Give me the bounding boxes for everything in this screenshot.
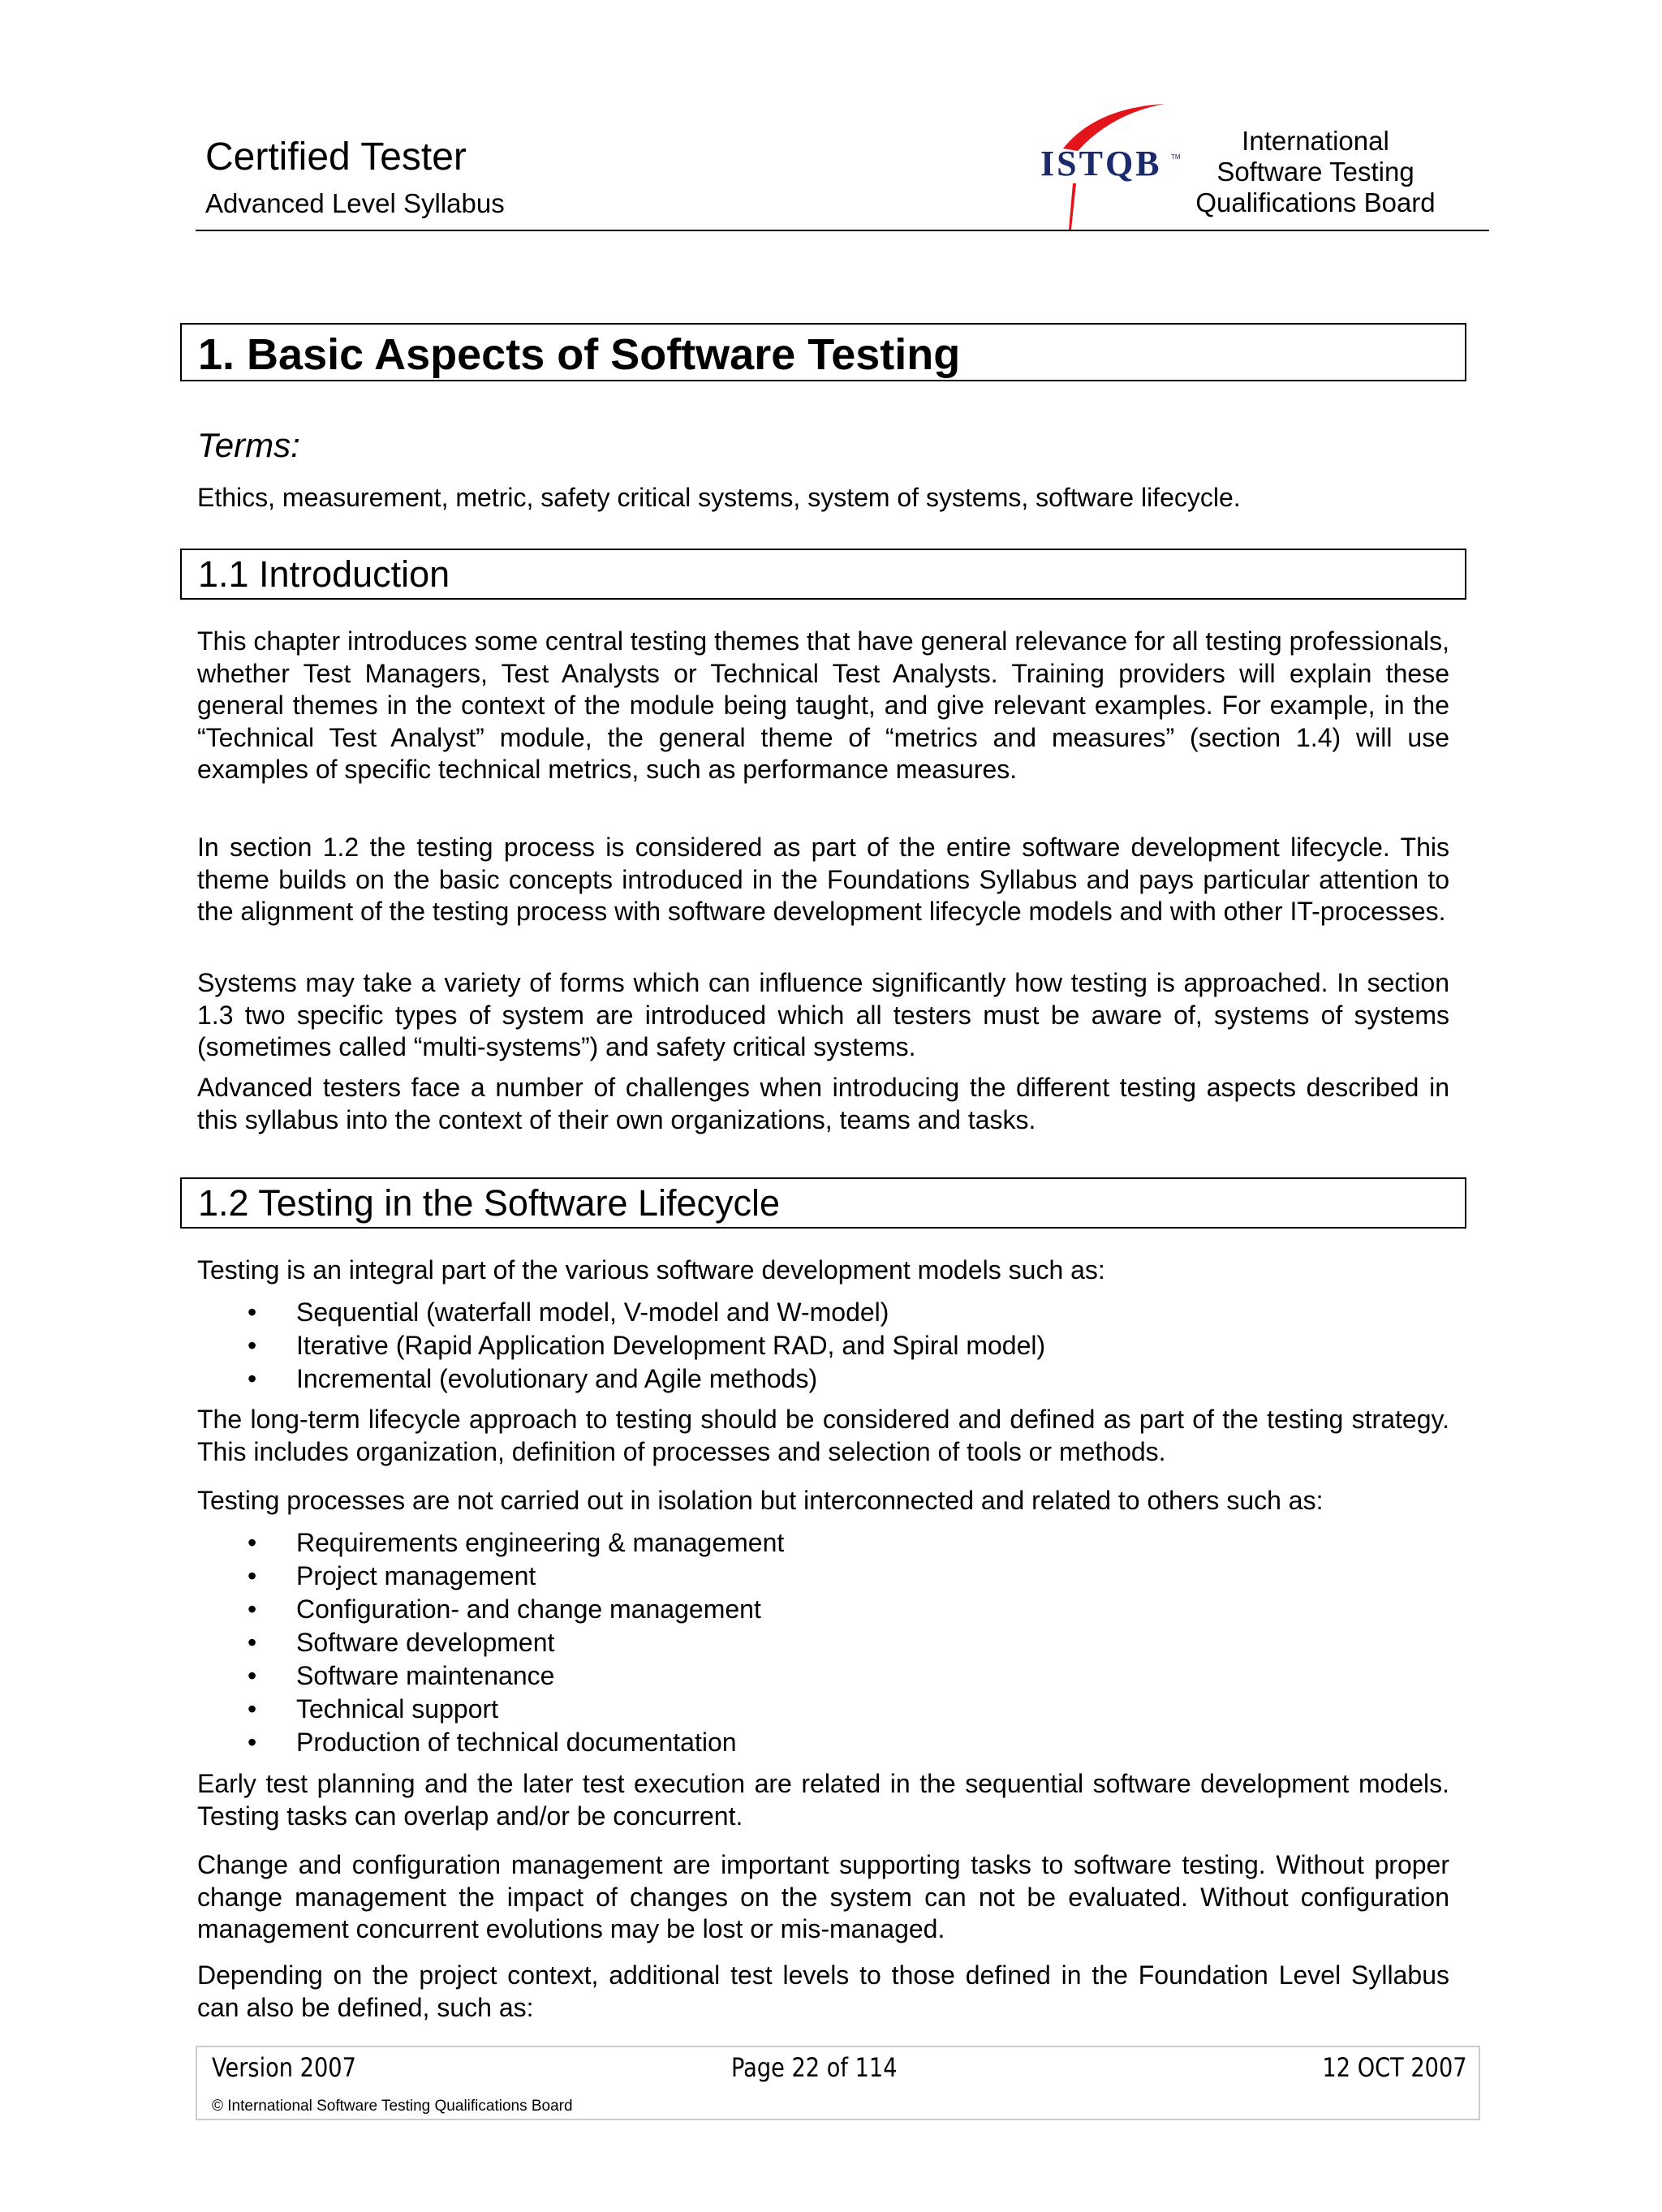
list-item	[197, 1560, 1449, 1593]
list-item-text: Project management	[296, 1561, 536, 1590]
paragraph: Testing processes are not carried out in isolation but interconnected and related to others such as:	[197, 1486, 1324, 1515]
list-item-text: Software development	[296, 1628, 555, 1657]
list-item-text: Production of technical documentation	[296, 1728, 737, 1757]
list-item-text: Iterative (Rapid Application Development RAD, and Spiral model)	[296, 1331, 1046, 1360]
paragraph: Early test planning and the later test execution are related in the sequential software development models. Testing tasks can overlap and/or be concurrent.	[197, 1769, 1449, 1831]
list-item	[197, 1693, 1449, 1726]
chapter-heading	[180, 323, 1466, 381]
terms-text: Ethics, measurement, metric, safety critical systems, system of systems, software lifecycle.	[197, 483, 1241, 512]
bullet-icon: •	[248, 1694, 257, 1724]
paragraph: The long-term lifecycle approach to testing should be considered and defined as part of the testing strategy. This includes organization, definition of processes and selection of tools or methods.	[197, 1405, 1449, 1466]
bullet-icon: •	[248, 1364, 257, 1393]
list-item	[197, 1362, 1449, 1396]
list-item	[197, 1726, 1449, 1759]
page-footer	[196, 2046, 1480, 2120]
list-item-text: Sequential (waterfall model, V-model and W-model)	[296, 1298, 889, 1327]
bullet-icon: •	[248, 1528, 257, 1557]
paragraph: Change and configuration management are important supporting tasks to software testing. Without proper change management the impact of changes on the system can not be evaluated. Without configuration management concurrent evolutions may be lost or mis-managed.	[197, 1850, 1449, 1943]
section-title: 1.2 Testing in the Software Lifecycle	[198, 1182, 781, 1224]
org-line: Software Testing	[1216, 157, 1414, 187]
footer-page-number: Page 22 of 114	[731, 2052, 898, 2083]
bullet-icon: •	[248, 1331, 257, 1360]
istqb-logo	[1031, 104, 1185, 230]
svg-text:TM: TM	[1171, 153, 1181, 161]
list-item-text: Requirements engineering & management	[296, 1528, 785, 1557]
footer-copyright: © International Software Testing Qualifications Board	[212, 2098, 573, 2115]
organization-name	[1177, 126, 1454, 218]
paragraph: In section 1.2 the testing process is considered as part of the entire software development lifecycle. This theme builds on the basic concepts introduced in the Foundations Syllabus and pays particular attention to the alignment of the testing process with software development lifecycle models and with other IT-processes.	[197, 833, 1449, 926]
bullet-icon: •	[248, 1561, 257, 1590]
document-subtitle: Advanced Level Syllabus	[205, 188, 505, 218]
section-title: 1.1 Introduction	[198, 553, 450, 595]
paragraph: This chapter introduces some central testing themes that have general relevance for all testing professionals, whether Test Managers, Test Analysts or Technical Test Analysts. Training providers will explain these general themes in the context of the module being taught, and give relevant examples. For example, in the “Technical Test Analyst” module, the general theme of “metrics and measures” (section 1.4) will use examples of specific technical metrics, such as performance measures.	[197, 626, 1449, 784]
bullet-icon: •	[248, 1298, 257, 1327]
list-item	[197, 1626, 1449, 1659]
list-item	[197, 1659, 1449, 1693]
chapter-title: 1. Basic Aspects of Software Testing	[198, 330, 961, 379]
paragraph: Depending on the project context, additional test levels to those defined in the Foundation Level Syllabus can also be defined, such as:	[197, 1960, 1449, 2022]
paragraph: Testing is an integral part of the various software development models such as:	[197, 1255, 1105, 1285]
list-item-text: Incremental (evolutionary and Agile methods)	[296, 1364, 818, 1393]
section-heading-intro	[180, 549, 1466, 600]
models-list	[197, 1296, 1449, 1396]
org-line: International	[1242, 126, 1389, 156]
org-line: Qualifications Board	[1195, 187, 1436, 217]
list-item	[197, 1296, 1449, 1329]
document-title: Certified Tester	[205, 136, 467, 179]
list-item-text: Technical support	[296, 1694, 499, 1724]
bullet-icon: •	[248, 1661, 257, 1690]
processes-list	[197, 1526, 1449, 1759]
bullet-icon: •	[248, 1728, 257, 1757]
list-item-text: Software maintenance	[296, 1661, 555, 1690]
bullet-icon: •	[248, 1628, 257, 1657]
bullet-icon: •	[248, 1594, 257, 1624]
terms-heading: Terms:	[197, 426, 300, 464]
list-item	[197, 1329, 1449, 1362]
footer-date: 12 OCT 2007	[1322, 2052, 1467, 2083]
svg-text:ISTQB: ISTQB	[1040, 144, 1162, 183]
section-heading-lifecycle	[180, 1177, 1466, 1229]
list-item	[197, 1526, 1449, 1560]
list-item-text: Configuration- and change management	[296, 1594, 761, 1624]
list-item	[197, 1593, 1449, 1626]
paragraph: Advanced testers face a number of challenges when introducing the different testing aspects described in this syllabus into the context of their own organizations, teams and tasks.	[197, 1073, 1449, 1134]
footer-version: Version 2007	[212, 2052, 356, 2083]
header-divider	[196, 230, 1489, 231]
paragraph: Systems may take a variety of forms which can influence significantly how testing is approached. In section 1.3 two specific types of system are introduced which all testers must be aware of, systems of systems (sometimes called “multi-systems”) and safety critical systems.	[197, 968, 1449, 1061]
